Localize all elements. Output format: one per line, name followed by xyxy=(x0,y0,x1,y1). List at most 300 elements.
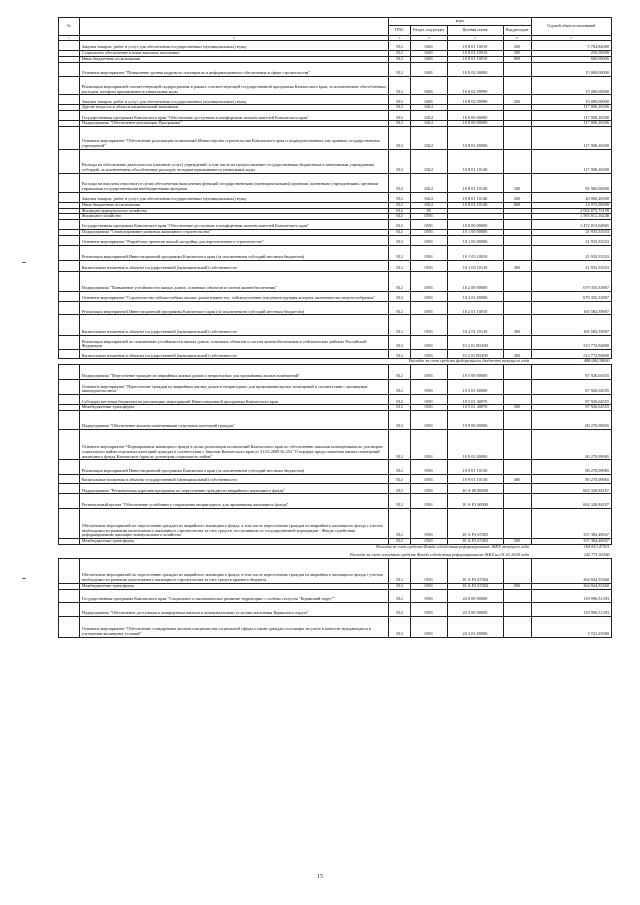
row-razdel: 0501 xyxy=(411,315,448,335)
row-amount: 117 000,26500 xyxy=(531,111,611,121)
table-row xyxy=(59,77,612,95)
row-name: Закупка товаров, работ и услуг для обеспечения государственных (муниципальных) нужд xyxy=(79,192,388,202)
header-vid: Вид расходов xyxy=(503,26,531,36)
row-target-article: 10 8 01 10140 xyxy=(447,149,503,173)
row-grbs: 812 xyxy=(389,410,411,429)
row-name: Основное мероприятие "Обеспечение стандартным жильем специалистов социальной сферы а также граждан состоящих на учете в качестве нуждающихся в улучшении жилищных условий" xyxy=(79,616,388,637)
row-expense-type xyxy=(503,616,531,637)
row-target-article: 10 9 01 10130 xyxy=(447,460,503,475)
row-name: Государственная программа Камчатского края "Обеспечение доступным и комфортным жильем жителей Камчатского края" xyxy=(79,111,388,121)
row-number xyxy=(59,62,80,77)
row-name: Подпрограмма "Обеспечение реализации Программы" xyxy=(79,121,388,127)
table-row xyxy=(59,508,612,538)
row-number xyxy=(59,508,80,538)
table-row xyxy=(59,291,612,301)
row-name: Иные бюджетные ассигнования xyxy=(79,202,388,208)
row-grbs: 812 xyxy=(389,260,411,271)
row-target-article: 10 А F3 67483 xyxy=(447,539,503,545)
row-expense-type xyxy=(503,77,531,95)
row-amount: 1 472 015,64865 xyxy=(531,220,611,230)
row-expense-type: 200 xyxy=(503,41,531,51)
row-razdel: 0501 xyxy=(411,235,448,245)
row-name: Реализация мероприятий соответствующей подпрограммы в рамках соответствующей государственной программы Камчатского края, за исключением обособленных расходов, которым присваиваются уникальные коды xyxy=(79,77,388,95)
row-number xyxy=(59,484,80,494)
row-name: Другие вопросы в области национальной экономики xyxy=(79,105,388,111)
row-amount: 87 926,04555 xyxy=(531,365,611,380)
row-amount: 21 933,33333 xyxy=(531,260,611,271)
row-amount: 165 582,39007 xyxy=(531,301,611,315)
row-target-article: 10 8 01 10010 xyxy=(447,56,503,62)
row-grbs: 812 xyxy=(389,121,411,127)
row-name: Капитальные вложения в объекты государственной (муниципальной) собственности xyxy=(79,474,388,483)
row-grbs: 812 xyxy=(389,616,411,637)
row-grbs: 812 xyxy=(389,395,411,405)
row-razdel: 0401 xyxy=(411,77,448,95)
row-number xyxy=(59,301,80,315)
row-amount: 117 000,26500 xyxy=(531,126,611,149)
row-number xyxy=(59,410,80,429)
table-row xyxy=(59,494,612,509)
row-name: Подпрограмма "Повышение устойчивости жилых домов, основных объектов и систем жизнеобеспечения" xyxy=(79,271,388,291)
row-expense-type xyxy=(503,430,531,460)
row-target-article: 10 9 01 10130 xyxy=(447,474,503,483)
row-grbs: 812 xyxy=(389,56,411,62)
row-grbs: 812 xyxy=(389,173,411,192)
row-number xyxy=(59,95,80,105)
row-razdel: 0501 xyxy=(411,508,448,538)
row-name: Реализация мероприятий по повышению устойчивости жилых домов, основных объектов и систем жизнеобеспечения в сейсмических районах Российской Федерации xyxy=(79,335,388,350)
row-target-article: 10 0 00 00000 xyxy=(447,220,503,230)
row-expense-type xyxy=(503,245,531,260)
margin-mark xyxy=(22,578,26,579)
row-razdel: 0501 xyxy=(411,484,448,494)
note-text: Расходы за счет остатков средств Фонда содействия реформированию ЖКХ на 01.01.2020 года xyxy=(350,552,530,558)
row-name: Закупка товаров, работ и услуг для обеспечения государственных (муниципальных) нужд xyxy=(79,95,388,105)
row-razdel: 0501 xyxy=(411,220,448,230)
row-target-article: 10 9 01 00000 xyxy=(447,430,503,460)
row-amount: 165 582,39007 xyxy=(531,315,611,335)
row-grbs: 812 xyxy=(389,335,411,350)
row-grbs: 812 xyxy=(389,126,411,149)
column-index: 3 xyxy=(389,36,411,41)
row-expense-type: 500 xyxy=(503,539,531,545)
row-expense-type xyxy=(503,111,531,121)
row-target-article: 10 5 01 00000 xyxy=(447,379,503,395)
row-amount: 15 000,00000 xyxy=(531,95,611,105)
row-target-article: 10 5 00 00000 xyxy=(447,365,503,380)
row-name: Реализация мероприятий Инвестиционной программы Камчатского края (за исключением субсидий местным бюджетам) xyxy=(79,245,388,260)
row-target-article: 10 А 00 00000 xyxy=(447,484,503,494)
row-amount: 21 933,33333 xyxy=(531,230,611,236)
row-number xyxy=(59,235,80,245)
row-grbs: 812 xyxy=(389,220,411,230)
row-target-article: 10 2 01 00000 xyxy=(447,291,503,301)
row-grbs: 812 xyxy=(389,230,411,236)
row-name: Жилищное хозяйство xyxy=(79,214,388,220)
table-row xyxy=(59,62,612,77)
row-grbs: 812 xyxy=(389,111,411,121)
table-row xyxy=(59,474,612,483)
note-amount: 142 771,01546 xyxy=(583,552,610,558)
table-row xyxy=(59,350,612,359)
row-target-article: 10 2 00 00000 xyxy=(447,271,503,291)
note-text: Расходы за счет средств федерального бюджета текущего года xyxy=(408,358,530,364)
row-razdel: 0401 xyxy=(411,56,448,62)
row-amount: 87 926,04555 xyxy=(531,405,611,411)
column-index: 2 xyxy=(79,36,388,41)
row-target-article: 22 0 00 00000 xyxy=(447,589,503,603)
row-amount: 15 000,00000 xyxy=(531,62,611,77)
table-header xyxy=(59,18,612,41)
row-grbs: 812 xyxy=(389,508,411,538)
row-name: Расходы на обеспечение деятельности (оказание услуг) учреждений, в том числе на предоставление государственным бюджетным и автономным учреждениям субсидий, за исключением обособленных расходов, которым присваиваются уникальные коды xyxy=(79,149,388,173)
row-name: Подпрограмма "Переселение граждан из аварийных жилых домов и непригодных для проживания жилых помещений" xyxy=(79,365,388,380)
row-expense-type: 200 xyxy=(503,192,531,202)
row-grbs: 812 xyxy=(389,484,411,494)
table-row xyxy=(59,111,612,121)
table-row xyxy=(59,271,612,291)
row-amount: 117 000,26500 xyxy=(531,121,611,127)
row-grbs: 812 xyxy=(389,315,411,335)
row-target-article: 22 3 01 00000 xyxy=(447,616,503,637)
row-razdel: 0501 xyxy=(411,603,448,617)
row-name: Подпрограмма "Стимулирование развития жилищного строительства" xyxy=(79,230,388,236)
row-razdel: 0501 xyxy=(411,245,448,260)
row-number xyxy=(59,192,80,202)
header-codes: коды xyxy=(389,18,531,26)
row-expense-type: 800 xyxy=(503,202,531,208)
row-razdel: 0501 xyxy=(411,271,448,291)
row-name: Подпрограмма "Обеспечение доступным и комфортным жильем и коммунальными услугами населения Корякского округа" xyxy=(79,603,388,617)
row-name: Подпрограмма "Региональная адресная программа по переселению граждан из аварийного жилищного фонда" xyxy=(79,484,388,494)
row-amount: 110 996,51393 xyxy=(531,603,611,617)
row-amount: 5 704,84000 xyxy=(531,41,611,51)
row-amount: 602 328,84107 xyxy=(531,494,611,509)
row-name: Реализация мероприятий Инвестиционной программы Камчатского края (за исключением субсидий местным бюджетам) xyxy=(79,301,388,315)
row-amount: 81 965,00000 xyxy=(531,173,611,192)
table-row xyxy=(59,245,612,260)
table-body xyxy=(59,41,612,638)
row-grbs: 812 xyxy=(389,589,411,603)
row-grbs: 812 xyxy=(389,208,411,214)
table-row xyxy=(59,484,612,494)
row-target-article: 10 А F3 00000 xyxy=(447,494,503,509)
row-number xyxy=(59,260,80,271)
row-expense-type xyxy=(503,365,531,380)
row-razdel: 0401 xyxy=(411,51,448,57)
row-grbs: 812 xyxy=(389,245,411,260)
row-expense-type xyxy=(503,508,531,538)
row-amount: 20 060,26500 xyxy=(531,192,611,202)
table-row xyxy=(59,335,612,350)
table-row xyxy=(59,126,612,149)
row-expense-type: 400 xyxy=(503,474,531,483)
row-name: Жилищно-коммунальное хозяйство xyxy=(79,208,388,214)
header-razdel: Раздел, под-раздел xyxy=(411,26,448,36)
row-name: Государственная программа Камчатского края "Обеспечение доступным и комфортным жильем жителей Камчатского края" xyxy=(79,220,388,230)
row-razdel: 0412 xyxy=(411,105,448,111)
row-number xyxy=(59,350,80,359)
row-number xyxy=(59,245,80,260)
row-amount: 679 355,33807 xyxy=(531,291,611,301)
row-grbs: 812 xyxy=(389,583,411,589)
row-target-article: 10 1 05 10110 xyxy=(447,260,503,271)
table-row xyxy=(59,315,612,335)
table-row xyxy=(59,365,612,380)
row-number xyxy=(59,173,80,192)
row-target-article: 10 8 00 00000 xyxy=(447,121,503,127)
row-grbs: 812 xyxy=(389,291,411,301)
row-razdel: 0501 xyxy=(411,589,448,603)
row-expense-type xyxy=(503,126,531,149)
row-amount: 1 583 012,16240 xyxy=(531,214,611,220)
row-target-article: 10 1 00 00000 xyxy=(447,230,503,236)
header-cel: Целевая статья xyxy=(447,26,503,36)
row-name: Межбюджетные трансферты xyxy=(79,583,388,589)
row-target-article: 10 8 01 10010 xyxy=(447,41,503,51)
row-name: Капитальные вложения в объекты государственной (муниципальной) собственности xyxy=(79,260,388,271)
row-number xyxy=(59,41,80,51)
table-row xyxy=(59,235,612,245)
row-target-article: 10 5 01 40070 xyxy=(447,405,503,411)
header-num: № xyxy=(59,18,80,36)
row-number xyxy=(59,365,80,380)
table-row xyxy=(59,149,612,173)
row-razdel: 0501 xyxy=(411,230,448,236)
row-name: Обеспечение мероприятий по переселению граждан из аварийного жилищного фонда, в том числе переселению граждан из аварийного жилищного фонда с учетом необходимости развития малоэтажного жилищного строительства за счет средств краевого бюджета xyxy=(79,559,388,584)
row-expense-type xyxy=(503,559,531,584)
table-row xyxy=(59,260,612,271)
row-expense-type: 200 xyxy=(503,95,531,105)
row-grbs: 812 xyxy=(389,379,411,395)
row-amount: 264 944,35260 xyxy=(531,559,611,584)
row-expense-type xyxy=(503,220,531,230)
row-number xyxy=(59,77,80,95)
row-razdel: 0501 xyxy=(411,616,448,637)
row-razdel: 0501 xyxy=(411,301,448,315)
row-amount: 602 328,84107 xyxy=(531,484,611,494)
row-target-article: 10 А F3 67484 xyxy=(447,583,503,589)
row-grbs: 812 xyxy=(389,235,411,245)
table-row xyxy=(59,603,612,617)
note-spacer xyxy=(59,549,80,558)
row-razdel: 0412 xyxy=(411,149,448,173)
table-row xyxy=(59,301,612,315)
row-number xyxy=(59,559,80,584)
row-razdel: 0412 xyxy=(411,192,448,202)
row-target-article: 10 1 05 10010 xyxy=(447,245,503,260)
row-target-article: 10 2 01 10010 xyxy=(447,301,503,315)
funding-note-row xyxy=(59,549,612,558)
row-name: Основное мероприятие "Переселение граждан из аварийных жилых домов и непригодных для проживания жилых помещений в соответствии с жилищным законодательством" xyxy=(79,379,388,395)
row-expense-type: 100 xyxy=(503,173,531,192)
row-amount: 513 772,94800 xyxy=(531,335,611,350)
row-grbs: 812 xyxy=(389,62,411,77)
row-expense-type: 400 xyxy=(503,350,531,359)
row-razdel: 0501 xyxy=(411,583,448,589)
row-razdel: 0401 xyxy=(411,62,448,77)
row-razdel: 0501 xyxy=(411,335,448,350)
row-amount: 80 270,09065 xyxy=(531,410,611,429)
row-expense-type xyxy=(503,149,531,173)
table-row xyxy=(59,173,612,192)
table-row xyxy=(59,41,612,51)
row-razdel: 0501 xyxy=(411,410,448,429)
row-amount: 80 270,09065 xyxy=(531,474,611,483)
row-target-article: 10 8 02 00000 xyxy=(447,62,503,77)
row-razdel: 0501 xyxy=(411,379,448,395)
row-target-article: 10 2 01 R5490 xyxy=(447,335,503,350)
row-amount: 14 975,00000 xyxy=(531,202,611,208)
row-razdel: 0412 xyxy=(411,121,448,127)
table-row xyxy=(59,379,612,395)
note-amount: 488 084,30000 xyxy=(583,358,610,364)
row-target-article: 22 3 00 00000 xyxy=(447,603,503,617)
row-grbs: 812 xyxy=(389,460,411,475)
row-target-article: 10 А F3 67483 xyxy=(447,508,503,538)
row-razdel: 0501 xyxy=(411,539,448,545)
row-name: Основное мероприятие "Обеспечение реализации полномочий Министерства строительства Камчатского края и подведомственных ему краевых государственных учреждений" xyxy=(79,126,388,149)
row-amount: 110 996,51393 xyxy=(531,589,611,603)
row-number xyxy=(59,494,80,509)
row-number xyxy=(59,603,80,617)
row-grbs: 812 xyxy=(389,77,411,95)
row-expense-type xyxy=(503,395,531,405)
row-grbs: 812 xyxy=(389,271,411,291)
row-number xyxy=(59,474,80,483)
row-expense-type xyxy=(503,335,531,350)
row-grbs: 812 xyxy=(389,149,411,173)
row-name: Основное мероприятие "Повышение уровня кадрового потенциала и информационного обеспечения в сфере строительства" xyxy=(79,62,388,77)
row-razdel: 0412 xyxy=(411,126,448,149)
column-index: 7 xyxy=(531,36,611,41)
row-razdel: 0412 xyxy=(411,202,448,208)
row-amount: 513 772,94800 xyxy=(531,350,611,359)
row-number xyxy=(59,126,80,149)
header-name xyxy=(79,18,388,36)
row-razdel: 0412 xyxy=(411,111,448,121)
table-row xyxy=(59,616,612,637)
row-name: Расходы на выплаты персоналу в целях обеспечения выполнения функций государственными (муниципальными) органами, казенными учреждениями, органами управления государственными внебюджетными фондами xyxy=(79,173,388,192)
row-number xyxy=(59,335,80,350)
table-row xyxy=(59,95,612,105)
row-razdel: 0401 xyxy=(411,95,448,105)
header-grbs: ГРБС xyxy=(389,26,411,36)
row-target-article: 10 9 00 00000 xyxy=(447,410,503,429)
row-number xyxy=(59,616,80,637)
row-target-article: 10 8 01 10140 xyxy=(447,202,503,208)
row-grbs: 812 xyxy=(389,603,411,617)
row-grbs: 812 xyxy=(389,494,411,509)
row-expense-type xyxy=(503,410,531,429)
row-grbs: 812 xyxy=(389,474,411,483)
row-amount: 21 933,33333 xyxy=(531,245,611,260)
row-amount: 2 002 875,73199 xyxy=(531,208,611,214)
row-target-article: 10 8 02 09990 xyxy=(447,95,503,105)
row-expense-type: 400 xyxy=(503,260,531,271)
column-index: 5 xyxy=(447,36,503,41)
row-razdel: 0501 xyxy=(411,260,448,271)
row-amount: 250,00000 xyxy=(531,51,611,57)
row-grbs: 812 xyxy=(389,214,411,220)
row-razdel: 0501 xyxy=(411,559,448,584)
row-number xyxy=(59,589,80,603)
row-target-article: 10 0 00 00000 xyxy=(447,111,503,121)
row-name: Подпрограмма "Обеспечение жильем помещениями отдельных категорий граждан" xyxy=(79,410,388,429)
table-row xyxy=(59,192,612,202)
row-expense-type xyxy=(503,271,531,291)
row-razdel: 0501 xyxy=(411,430,448,460)
column-index: 1 xyxy=(59,36,80,41)
row-name: Государственная программа Камчатского края "Социальное и экономическое развитие территории с особым статусом "Корякский округ"" xyxy=(79,589,388,603)
row-amount: 87 926,04555 xyxy=(531,395,611,405)
row-name: Основное мероприятие "Строительство сейсмостойких жилых домов взамен тех, сейсмоусиление или реконструкция которых экономически нецелесообразны" xyxy=(79,291,388,301)
row-number xyxy=(59,220,80,230)
row-number xyxy=(59,149,80,173)
row-name: Субсидии местным бюджетам на реализацию мероприятий Инвестиционной программы Камчатского края xyxy=(79,395,388,405)
table-row xyxy=(59,460,612,475)
row-name: Обеспечение мероприятий по переселению граждан из аварийного жилищного фонда, в том числе переселению граждан из аварийного жилищного фонда с учетом необходимости развития малоэтажного жилищного строительства за счет средств, поступивших от государственной корпорации - Фонда содействия реформированию жилищно-коммунального хозяйства xyxy=(79,508,388,538)
table-row xyxy=(59,410,612,429)
row-name: Основное мероприятие "Разработка проектов жилой застройки для перспективного строительства" xyxy=(79,235,388,245)
row-amount: 3 741,25000 xyxy=(531,616,611,637)
row-amount: 337 384,48847 xyxy=(531,539,611,545)
row-amount: 679 355,33807 xyxy=(531,271,611,291)
row-target-article: 10 8 01 10140 xyxy=(447,173,503,192)
row-amount: 337 384,48847 xyxy=(531,508,611,538)
row-number xyxy=(59,395,80,405)
row-grbs: 812 xyxy=(389,559,411,584)
note-text: Расходы за счет средств Фонда содействия реформированию ЖКХ текущего года xyxy=(376,544,530,549)
row-name: Реализация мероприятий Инвестиционной программы Камчатского края (за исключением субсидий местным бюджетам) xyxy=(79,460,388,475)
row-target-article: 10 5 01 40070 xyxy=(447,395,503,405)
row-grbs: 812 xyxy=(389,430,411,460)
row-expense-type xyxy=(503,235,531,245)
row-target-article: 10 8 02 09990 xyxy=(447,77,503,95)
row-razdel: 0501 xyxy=(411,350,448,359)
row-expense-type xyxy=(503,301,531,315)
row-number xyxy=(59,430,80,460)
row-name: Иные бюджетные ассигнования xyxy=(79,56,388,62)
column-index: 6 xyxy=(503,36,531,41)
row-number xyxy=(59,271,80,291)
table-row xyxy=(59,589,612,603)
row-name: Капитальные вложения в объекты государственной (муниципальной) собственности xyxy=(79,315,388,335)
table-row xyxy=(59,430,612,460)
table-row xyxy=(59,395,612,405)
row-expense-type xyxy=(503,603,531,617)
row-number xyxy=(59,291,80,301)
row-grbs: 812 xyxy=(389,350,411,359)
row-razdel: 0501 xyxy=(411,214,448,220)
row-grbs: 812 xyxy=(389,105,411,111)
row-name: Основное мероприятие "Формирование жилищного фонда в целях реализации полномочий Камчатского края по обеспечению жилыми помещениями по договорам социального найма отдельных категорий граждан в соответствии с Законом Камчатского края от 31.03.2009 № 253 "О порядке предоставления жилых помещений жилищного фонда Камчатского края по договорам социального найма" xyxy=(79,430,388,460)
row-expense-type: 800 xyxy=(503,56,531,62)
budget-allocation-table xyxy=(58,17,612,638)
row-razdel: 0501 xyxy=(411,395,448,405)
row-expense-type: 300 xyxy=(503,51,531,57)
row-expense-type xyxy=(503,589,531,603)
row-amount: 80 270,09065 xyxy=(531,460,611,475)
row-expense-type: 500 xyxy=(503,405,531,411)
row-number xyxy=(59,460,80,475)
row-grbs: 812 xyxy=(389,95,411,105)
note-amount: 194 813,47301 xyxy=(583,544,610,549)
row-expense-type xyxy=(503,379,531,395)
row-amount: 117 000,26500 xyxy=(531,105,611,111)
row-amount: 117 000,26500 xyxy=(531,149,611,173)
row-expense-type xyxy=(503,62,531,77)
